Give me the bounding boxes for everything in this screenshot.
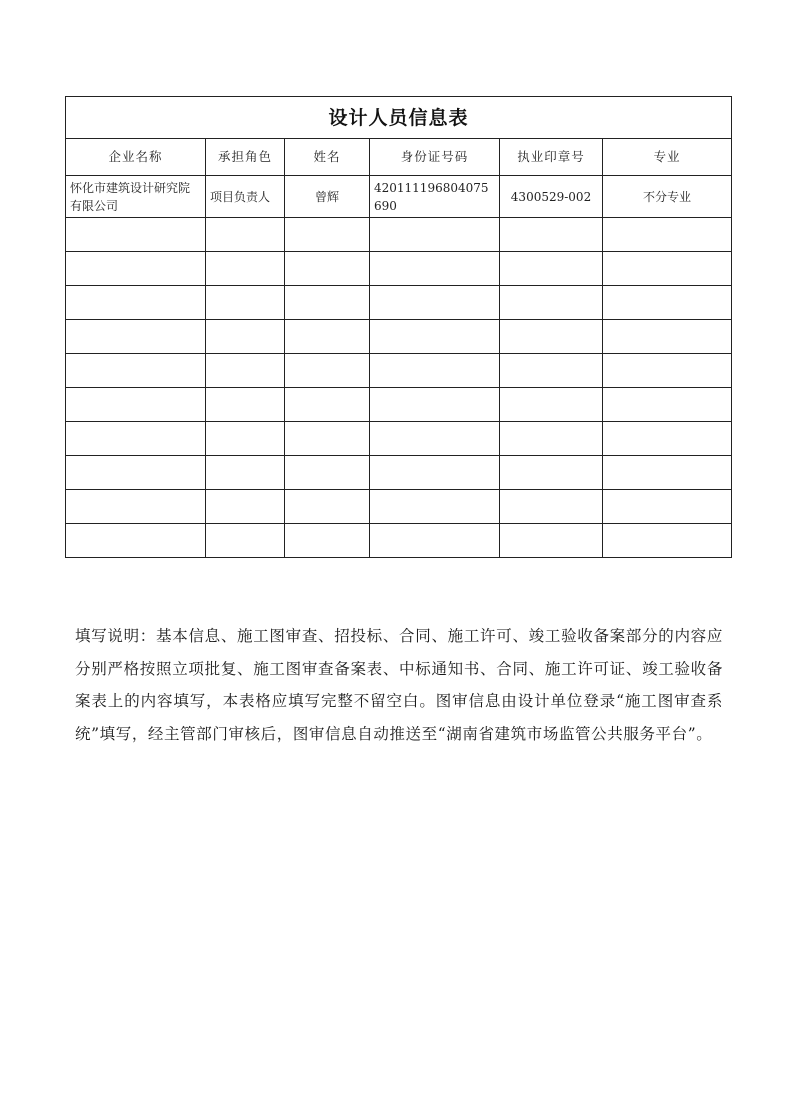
- empty-cell[interactable]: [206, 422, 285, 456]
- empty-cell[interactable]: [370, 252, 500, 286]
- empty-cell[interactable]: [500, 218, 603, 252]
- header-specialty: 专业: [603, 139, 732, 176]
- header-name: 姓名: [285, 139, 370, 176]
- header-company: 企业名称: [66, 139, 206, 176]
- empty-table-row: [66, 490, 732, 524]
- empty-cell[interactable]: [206, 286, 285, 320]
- empty-cell[interactable]: [500, 286, 603, 320]
- fill-instructions: 填写说明：基本信息、施工图审查、招投标、合同、施工许可、竣工验收备案部分的内容应分别严格按照立项批复、施工图审查备案表、中标通知书、合同、施工许可证、竣工验收备案表上的内容填写，本表格应填写完整不留空白。图审信息由设计单位登录“施工图审查系统”填写，经主管部门审核后，图审信息自动推送至“湖南省建筑市场监管公共服务平台”。: [75, 627, 723, 743]
- empty-cell[interactable]: [500, 456, 603, 490]
- empty-cell[interactable]: [206, 354, 285, 388]
- empty-cell[interactable]: [603, 354, 732, 388]
- cell-specialty: 不分专业: [603, 176, 732, 218]
- empty-cell[interactable]: [370, 218, 500, 252]
- empty-cell[interactable]: [285, 388, 370, 422]
- cell-company: 怀化市建筑设计研究院有限公司: [66, 176, 206, 218]
- empty-cell[interactable]: [285, 320, 370, 354]
- cell-id-number: 420111196804075690: [370, 176, 500, 218]
- empty-cell[interactable]: [66, 422, 206, 456]
- empty-table-row: [66, 388, 732, 422]
- empty-cell[interactable]: [66, 490, 206, 524]
- empty-cell[interactable]: [285, 354, 370, 388]
- empty-cell[interactable]: [285, 422, 370, 456]
- empty-table-row: [66, 354, 732, 388]
- empty-cell[interactable]: [500, 490, 603, 524]
- empty-cell[interactable]: [206, 388, 285, 422]
- empty-cell[interactable]: [370, 286, 500, 320]
- empty-cell[interactable]: [66, 320, 206, 354]
- empty-cell[interactable]: [285, 252, 370, 286]
- empty-cell[interactable]: [500, 422, 603, 456]
- empty-cell[interactable]: [603, 490, 732, 524]
- cell-role: 项目负责人: [206, 176, 285, 218]
- empty-cell[interactable]: [285, 218, 370, 252]
- empty-cell[interactable]: [500, 320, 603, 354]
- empty-cell[interactable]: [603, 524, 732, 558]
- empty-cell[interactable]: [603, 252, 732, 286]
- empty-cell[interactable]: [66, 252, 206, 286]
- empty-cell[interactable]: [206, 490, 285, 524]
- cell-name: 曾辉: [285, 176, 370, 218]
- empty-cell[interactable]: [603, 218, 732, 252]
- designer-info-table: [65, 96, 732, 558]
- empty-cell[interactable]: [206, 456, 285, 490]
- empty-table-row: [66, 218, 732, 252]
- cell-seal-number: 4300529-002: [500, 176, 603, 218]
- table-title-row: [66, 97, 732, 139]
- empty-cell[interactable]: [370, 354, 500, 388]
- empty-cell[interactable]: [370, 388, 500, 422]
- empty-cell[interactable]: [500, 524, 603, 558]
- empty-cell[interactable]: [603, 422, 732, 456]
- header-role: 承担角色: [206, 139, 285, 176]
- empty-cell[interactable]: [370, 490, 500, 524]
- empty-cell[interactable]: [66, 218, 206, 252]
- empty-table-row: [66, 252, 732, 286]
- empty-cell[interactable]: [603, 388, 732, 422]
- empty-cell[interactable]: [370, 320, 500, 354]
- empty-cell[interactable]: [206, 320, 285, 354]
- empty-table-row: [66, 524, 732, 558]
- empty-cell[interactable]: [370, 524, 500, 558]
- empty-cell[interactable]: [66, 286, 206, 320]
- empty-cell[interactable]: [603, 456, 732, 490]
- empty-table-row: [66, 422, 732, 456]
- empty-cell[interactable]: [603, 320, 732, 354]
- empty-cell[interactable]: [66, 388, 206, 422]
- empty-cell[interactable]: [500, 252, 603, 286]
- empty-cell[interactable]: [285, 456, 370, 490]
- empty-table-row: [66, 320, 732, 354]
- empty-cell[interactable]: [66, 524, 206, 558]
- empty-cell[interactable]: [603, 286, 732, 320]
- empty-cell[interactable]: [66, 354, 206, 388]
- empty-table-row: [66, 456, 732, 490]
- empty-cell[interactable]: [500, 388, 603, 422]
- empty-cell[interactable]: [285, 286, 370, 320]
- header-id-number: 身份证号码: [370, 139, 500, 176]
- empty-cell[interactable]: [370, 422, 500, 456]
- empty-cell[interactable]: [206, 252, 285, 286]
- header-seal-number: 执业印章号: [500, 139, 603, 176]
- empty-cell[interactable]: [285, 524, 370, 558]
- table-title: 设计人员信息表: [66, 97, 732, 139]
- table-row: [66, 176, 732, 218]
- empty-cell[interactable]: [285, 490, 370, 524]
- empty-cell[interactable]: [66, 456, 206, 490]
- empty-cell[interactable]: [500, 354, 603, 388]
- empty-cell[interactable]: [206, 218, 285, 252]
- empty-cell[interactable]: [206, 524, 285, 558]
- empty-table-row: [66, 286, 732, 320]
- table-header-row: [66, 139, 732, 176]
- empty-cell[interactable]: [370, 456, 500, 490]
